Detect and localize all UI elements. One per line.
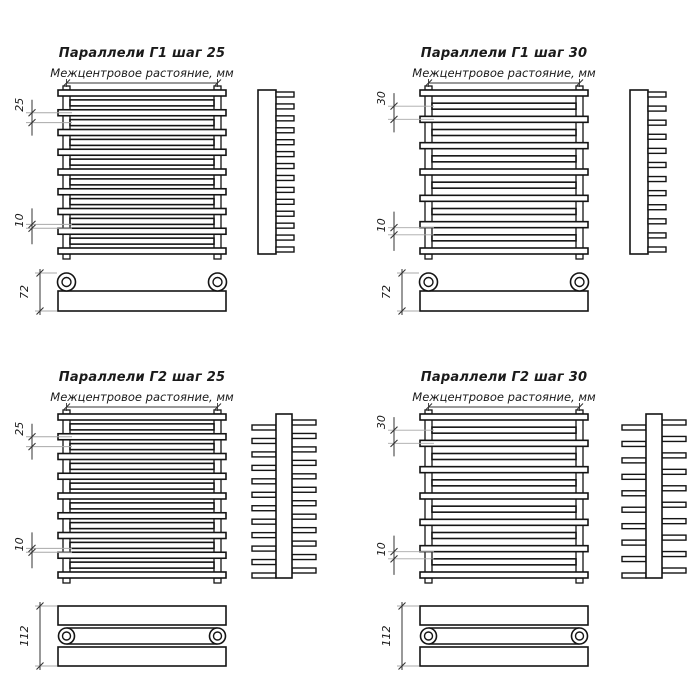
- bottom-view: [420, 273, 589, 311]
- panel-svg-g2-step25: [0, 350, 350, 700]
- bottom-view: [58, 606, 226, 666]
- dim-label-gap: 10: [375, 218, 388, 233]
- center-distance-label: Межцентровое растояние, мм: [50, 390, 234, 404]
- dim-label-gap: 10: [13, 213, 26, 228]
- panel-art: [26, 403, 316, 670]
- panel-art: [26, 79, 294, 315]
- panel-title: Параллели Г1 шаг 25: [58, 46, 226, 61]
- side-view: [622, 414, 686, 578]
- bottom-view: [58, 273, 227, 311]
- panel-svg-g2-step30: [350, 350, 700, 700]
- panel-title: Параллели Г2 шаг 25: [58, 370, 226, 385]
- dim-label-gap: 10: [375, 542, 388, 557]
- dim-label-depth: 112: [380, 625, 393, 647]
- dim-label-depth: 112: [18, 625, 31, 647]
- bottom-view: [420, 606, 588, 666]
- center-distance-label: Межцентровое растояние, мм: [412, 66, 596, 80]
- dim-label-pitch: 30: [375, 415, 388, 430]
- dim-label-pitch: 30: [375, 91, 388, 106]
- panel-svg-g1-step25: [0, 0, 350, 350]
- dim-label-pitch: 25: [13, 421, 26, 436]
- front-view: [420, 86, 588, 259]
- dim-label-depth: 72: [380, 285, 393, 299]
- dim-label-pitch: 25: [13, 97, 26, 112]
- dim-label-gap: 10: [13, 537, 26, 552]
- side-view: [258, 90, 294, 254]
- side-view: [252, 414, 316, 578]
- panel-parallels-g2-step30: [350, 350, 700, 700]
- panel-parallels-g1-step25: [0, 0, 350, 350]
- panel-title: Параллели Г1 шаг 30: [420, 46, 588, 61]
- front-view: [420, 410, 588, 583]
- center-distance-label: Межцентровое растояние, мм: [412, 390, 596, 404]
- panel-art: [388, 79, 666, 315]
- panel-art: [388, 403, 686, 670]
- front-view: [58, 86, 226, 259]
- side-view: [630, 90, 666, 254]
- panel-svg-g1-step30: [350, 0, 700, 350]
- panel-parallels-g1-step30: [350, 0, 700, 350]
- center-distance-label: Межцентровое растояние, мм: [50, 66, 234, 80]
- panel-parallels-g2-step25: [0, 350, 350, 700]
- dim-label-depth: 72: [18, 285, 31, 299]
- panel-title: Параллели Г2 шаг 30: [420, 370, 588, 385]
- front-view: [58, 410, 226, 583]
